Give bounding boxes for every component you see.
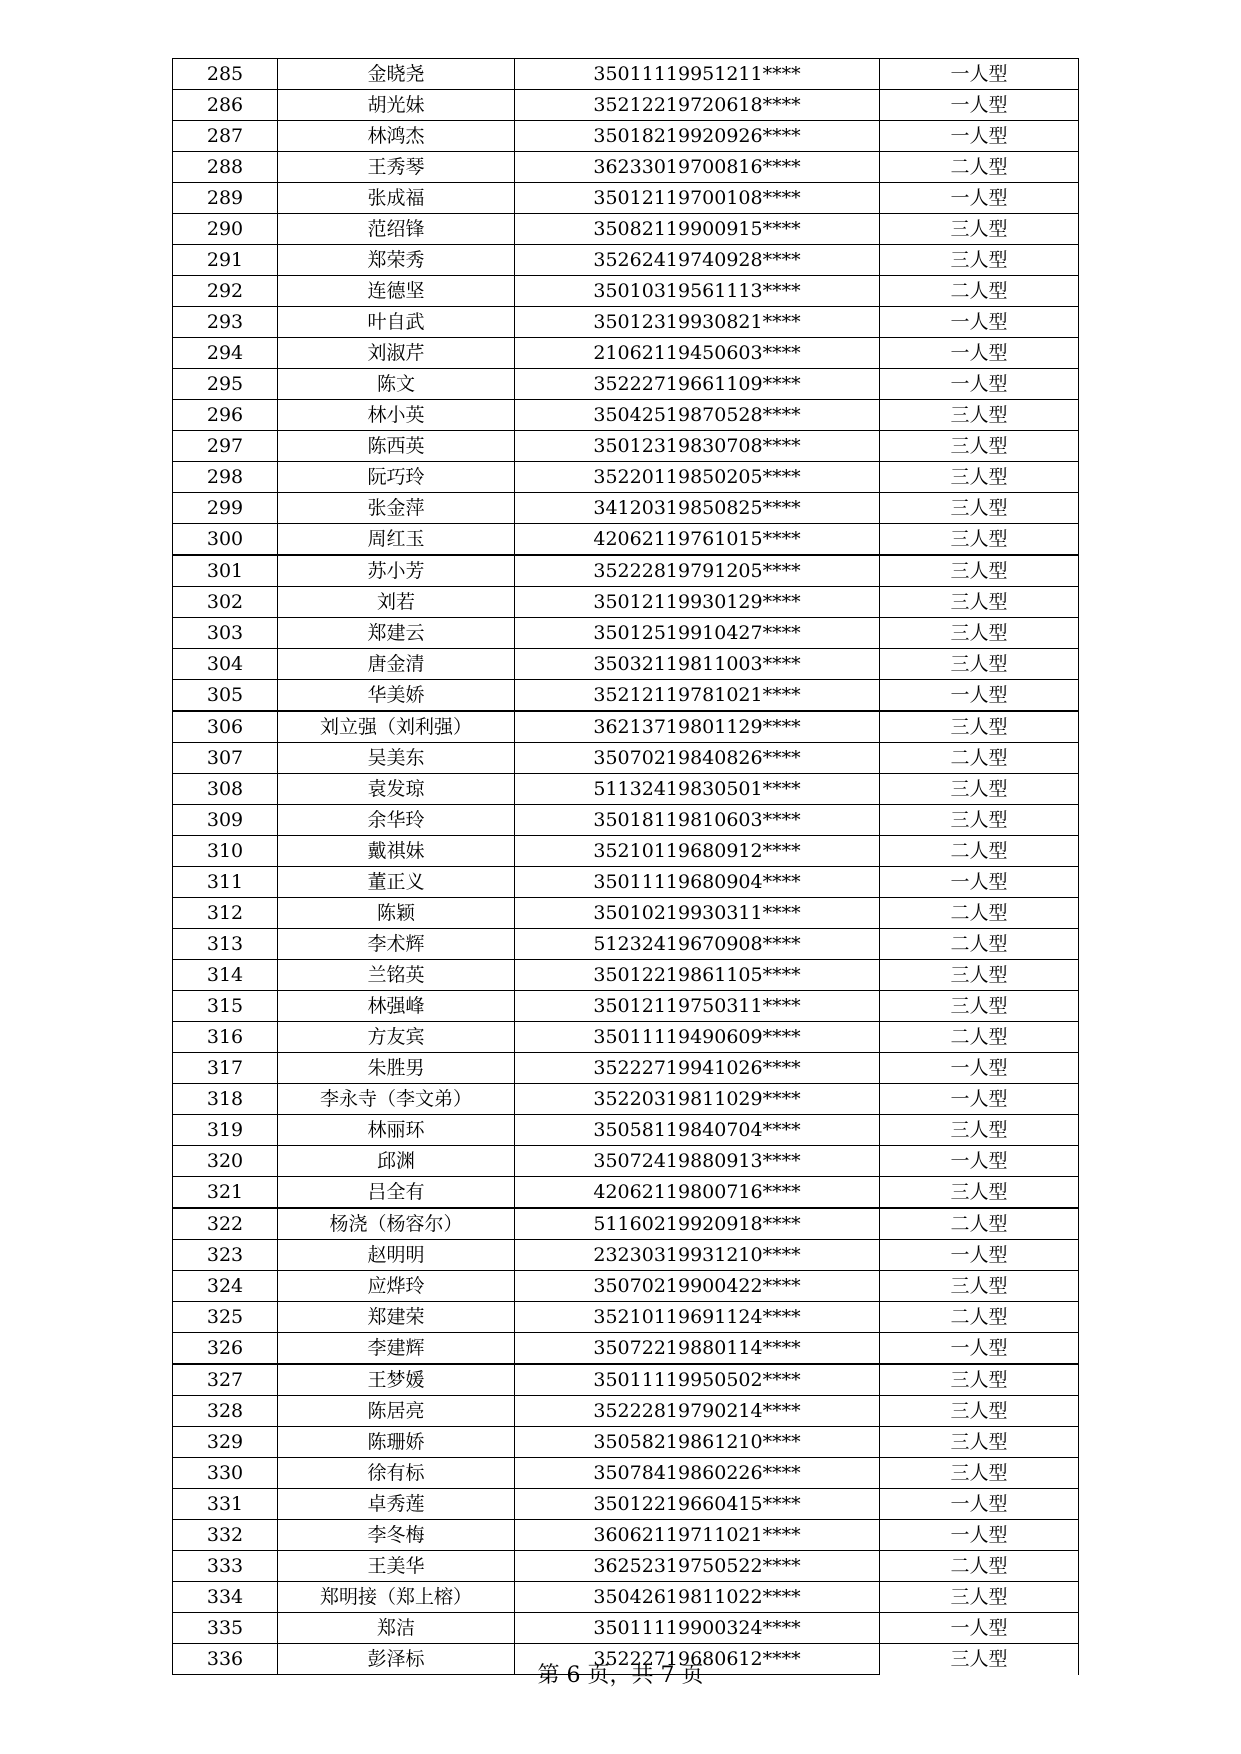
name-cell: 吕全有 xyxy=(278,1177,515,1209)
household-type-cell: 三人型 xyxy=(880,1427,1079,1458)
household-type-cell: 一人型 xyxy=(880,867,1079,898)
name-cell: 林小英 xyxy=(278,400,515,431)
name-cell: 吴美东 xyxy=(278,743,515,774)
name-cell: 陈居亮 xyxy=(278,1396,515,1427)
household-type-cell: 三人型 xyxy=(880,1115,1079,1146)
table-row xyxy=(173,524,1079,556)
id-number-cell: 51132419830501**** xyxy=(515,774,880,805)
id-number-cell: 35018119810603**** xyxy=(515,805,880,836)
household-type-cell: 三人型 xyxy=(880,431,1079,462)
row-number-cell: 308 xyxy=(173,774,278,805)
id-number-cell: 35222719661109**** xyxy=(515,369,880,400)
name-cell: 李术辉 xyxy=(278,929,515,960)
household-type-cell: 三人型 xyxy=(880,1364,1079,1396)
household-type-cell: 三人型 xyxy=(880,524,1079,556)
household-type-cell: 一人型 xyxy=(880,1146,1079,1177)
name-cell: 林强峰 xyxy=(278,991,515,1022)
row-number-cell: 290 xyxy=(173,214,278,245)
household-type-cell: 三人型 xyxy=(880,1582,1079,1613)
id-number-cell: 35072419880913**** xyxy=(515,1146,880,1177)
name-cell: 刘立强（刘利强） xyxy=(278,711,515,743)
id-number-cell: 35012119930129**** xyxy=(515,587,880,618)
row-number-cell: 301 xyxy=(173,555,278,587)
row-number-cell: 335 xyxy=(173,1613,278,1644)
name-cell: 彭泽标 xyxy=(278,1644,515,1675)
table-row xyxy=(173,1240,1079,1271)
household-type-cell: 二人型 xyxy=(880,276,1079,307)
row-number-cell: 297 xyxy=(173,431,278,462)
name-cell: 董正义 xyxy=(278,867,515,898)
name-cell: 周红玉 xyxy=(278,524,515,556)
id-number-cell: 35070219840826**** xyxy=(515,743,880,774)
household-type-cell: 一人型 xyxy=(880,1084,1079,1115)
row-number-cell: 309 xyxy=(173,805,278,836)
row-number-cell: 305 xyxy=(173,680,278,712)
name-cell: 郑洁 xyxy=(278,1613,515,1644)
name-cell: 方友宾 xyxy=(278,1022,515,1053)
id-number-cell: 35012219660415**** xyxy=(515,1489,880,1520)
id-number-cell: 35082119900915**** xyxy=(515,214,880,245)
name-cell: 郑建云 xyxy=(278,618,515,649)
id-number-cell: 35222719941026**** xyxy=(515,1053,880,1084)
id-number-cell: 35011119951211**** xyxy=(515,59,880,90)
table-row xyxy=(173,960,1079,991)
household-type-cell: 一人型 xyxy=(880,90,1079,121)
id-number-cell: 35058119840704**** xyxy=(515,1115,880,1146)
name-cell: 苏小芳 xyxy=(278,555,515,587)
household-type-cell: 一人型 xyxy=(880,1333,1079,1365)
id-number-cell: 35220319811029**** xyxy=(515,1084,880,1115)
row-number-cell: 314 xyxy=(173,960,278,991)
page-footer: 第 6 页，共 7 页 xyxy=(537,1663,704,1688)
name-cell: 范绍锋 xyxy=(278,214,515,245)
household-type-cell: 一人型 xyxy=(880,1240,1079,1271)
row-number-cell: 285 xyxy=(173,59,278,90)
id-number-cell: 35220119850205**** xyxy=(515,462,880,493)
row-number-cell: 315 xyxy=(173,991,278,1022)
row-number-cell: 286 xyxy=(173,90,278,121)
name-cell: 华美娇 xyxy=(278,680,515,712)
household-type-cell: 二人型 xyxy=(880,898,1079,929)
id-number-cell: 35222719680612**** xyxy=(515,1644,880,1675)
id-number-cell: 35058219861210**** xyxy=(515,1427,880,1458)
id-number-cell: 35072219880114**** xyxy=(515,1333,880,1365)
household-type-cell: 一人型 xyxy=(880,59,1079,90)
table-row xyxy=(173,587,1079,618)
name-cell: 郑明接（郑上榕） xyxy=(278,1582,515,1613)
household-type-cell: 三人型 xyxy=(880,214,1079,245)
name-cell: 邱渊 xyxy=(278,1146,515,1177)
table-row xyxy=(173,1489,1079,1520)
table-row xyxy=(173,836,1079,867)
id-number-cell: 35018219920926**** xyxy=(515,121,880,152)
id-number-cell: 35011119900324**** xyxy=(515,1613,880,1644)
name-cell: 袁发琼 xyxy=(278,774,515,805)
id-number-cell: 35012319830708**** xyxy=(515,431,880,462)
row-number-cell: 296 xyxy=(173,400,278,431)
row-number-cell: 292 xyxy=(173,276,278,307)
id-number-cell: 23230319931210**** xyxy=(515,1240,880,1271)
name-cell: 李冬梅 xyxy=(278,1520,515,1551)
row-number-cell: 300 xyxy=(173,524,278,556)
table-row xyxy=(173,555,1079,587)
name-cell: 赵明明 xyxy=(278,1240,515,1271)
row-number-cell: 299 xyxy=(173,493,278,524)
row-number-cell: 291 xyxy=(173,245,278,276)
row-number-cell: 325 xyxy=(173,1302,278,1333)
table-row xyxy=(173,1582,1079,1613)
name-cell: 连德坚 xyxy=(278,276,515,307)
id-number-cell: 35010319561113**** xyxy=(515,276,880,307)
table-row xyxy=(173,245,1079,276)
table-row xyxy=(173,805,1079,836)
household-type-cell: 三人型 xyxy=(880,587,1079,618)
name-cell: 陈文 xyxy=(278,369,515,400)
id-number-cell: 35012119750311**** xyxy=(515,991,880,1022)
household-table xyxy=(172,58,1079,1675)
id-number-cell: 35032119811003**** xyxy=(515,649,880,680)
table-row xyxy=(173,1084,1079,1115)
id-number-cell: 35011119680904**** xyxy=(515,867,880,898)
table-row xyxy=(173,1520,1079,1551)
household-type-cell: 一人型 xyxy=(880,338,1079,369)
table-row xyxy=(173,1333,1079,1365)
household-type-cell: 一人型 xyxy=(880,307,1079,338)
name-cell: 李建辉 xyxy=(278,1333,515,1365)
name-cell: 朱胜男 xyxy=(278,1053,515,1084)
household-type-cell: 一人型 xyxy=(880,680,1079,712)
table-row xyxy=(173,991,1079,1022)
name-cell: 叶自武 xyxy=(278,307,515,338)
id-number-cell: 35011119950502**** xyxy=(515,1364,880,1396)
row-number-cell: 287 xyxy=(173,121,278,152)
table-row xyxy=(173,743,1079,774)
name-cell: 刘若 xyxy=(278,587,515,618)
name-cell: 胡光妹 xyxy=(278,90,515,121)
household-type-cell: 一人型 xyxy=(880,1053,1079,1084)
id-number-cell: 34120319850825**** xyxy=(515,493,880,524)
household-type-cell: 一人型 xyxy=(880,369,1079,400)
name-cell: 陈珊娇 xyxy=(278,1427,515,1458)
table-row xyxy=(173,152,1079,183)
household-type-cell: 三人型 xyxy=(880,493,1079,524)
name-cell: 杨浇（杨容尔） xyxy=(278,1208,515,1240)
household-type-cell: 二人型 xyxy=(880,1302,1079,1333)
row-number-cell: 317 xyxy=(173,1053,278,1084)
id-number-cell: 35011119490609**** xyxy=(515,1022,880,1053)
table-row xyxy=(173,493,1079,524)
id-number-cell: 36252319750522**** xyxy=(515,1551,880,1582)
id-number-cell: 35210119680912**** xyxy=(515,836,880,867)
id-number-cell: 36233019700816**** xyxy=(515,152,880,183)
household-type-cell: 三人型 xyxy=(880,555,1079,587)
table-row xyxy=(173,400,1079,431)
name-cell: 刘淑芹 xyxy=(278,338,515,369)
table-body xyxy=(173,59,1079,1675)
table-row xyxy=(173,338,1079,369)
id-number-cell: 35212219720618**** xyxy=(515,90,880,121)
row-number-cell: 311 xyxy=(173,867,278,898)
table-row xyxy=(173,1146,1079,1177)
row-number-cell: 302 xyxy=(173,587,278,618)
row-number-cell: 313 xyxy=(173,929,278,960)
table-row xyxy=(173,214,1079,245)
table-row xyxy=(173,1613,1079,1644)
name-cell: 陈颖 xyxy=(278,898,515,929)
id-number-cell: 35012119700108**** xyxy=(515,183,880,214)
household-type-cell: 一人型 xyxy=(880,121,1079,152)
name-cell: 金晓尧 xyxy=(278,59,515,90)
row-number-cell: 336 xyxy=(173,1644,278,1675)
name-cell: 唐金清 xyxy=(278,649,515,680)
table-row xyxy=(173,1208,1079,1240)
name-cell: 郑建荣 xyxy=(278,1302,515,1333)
table-row xyxy=(173,1427,1079,1458)
id-number-cell: 35012219861105**** xyxy=(515,960,880,991)
table-row xyxy=(173,618,1079,649)
household-type-cell: 二人型 xyxy=(880,1208,1079,1240)
table-row xyxy=(173,774,1079,805)
household-type-cell: 三人型 xyxy=(880,400,1079,431)
table-row xyxy=(173,898,1079,929)
row-number-cell: 327 xyxy=(173,1364,278,1396)
row-number-cell: 310 xyxy=(173,836,278,867)
row-number-cell: 326 xyxy=(173,1333,278,1365)
row-number-cell: 293 xyxy=(173,307,278,338)
household-type-cell: 三人型 xyxy=(880,711,1079,743)
id-number-cell: 35042619811022**** xyxy=(515,1582,880,1613)
household-type-cell: 二人型 xyxy=(880,1551,1079,1582)
household-type-cell: 三人型 xyxy=(880,618,1079,649)
name-cell: 王秀琴 xyxy=(278,152,515,183)
id-number-cell: 35012519910427**** xyxy=(515,618,880,649)
table-row xyxy=(173,1396,1079,1427)
name-cell: 张金萍 xyxy=(278,493,515,524)
row-number-cell: 319 xyxy=(173,1115,278,1146)
name-cell: 林鸿杰 xyxy=(278,121,515,152)
household-type-cell: 三人型 xyxy=(880,649,1079,680)
row-number-cell: 331 xyxy=(173,1489,278,1520)
table-row xyxy=(173,1302,1079,1333)
household-type-cell: 一人型 xyxy=(880,1613,1079,1644)
row-number-cell: 320 xyxy=(173,1146,278,1177)
row-number-cell: 322 xyxy=(173,1208,278,1240)
table-row xyxy=(173,929,1079,960)
table-row xyxy=(173,1022,1079,1053)
id-number-cell: 35210119691124**** xyxy=(515,1302,880,1333)
name-cell: 戴祺妹 xyxy=(278,836,515,867)
row-number-cell: 312 xyxy=(173,898,278,929)
household-type-cell: 二人型 xyxy=(880,836,1079,867)
table-row xyxy=(173,1458,1079,1489)
name-cell: 李永寺（李文弟） xyxy=(278,1084,515,1115)
name-cell: 应烨玲 xyxy=(278,1271,515,1302)
table-row xyxy=(173,1115,1079,1146)
household-type-cell: 三人型 xyxy=(880,462,1079,493)
row-number-cell: 294 xyxy=(173,338,278,369)
row-number-cell: 306 xyxy=(173,711,278,743)
table-row xyxy=(173,1177,1079,1209)
table-row xyxy=(173,369,1079,400)
row-number-cell: 303 xyxy=(173,618,278,649)
household-type-cell: 二人型 xyxy=(880,929,1079,960)
row-number-cell: 298 xyxy=(173,462,278,493)
household-type-cell: 三人型 xyxy=(880,991,1079,1022)
household-type-cell: 一人型 xyxy=(880,183,1079,214)
household-type-cell: 二人型 xyxy=(880,743,1079,774)
household-type-cell: 一人型 xyxy=(880,1489,1079,1520)
id-number-cell: 35262419740928**** xyxy=(515,245,880,276)
row-number-cell: 289 xyxy=(173,183,278,214)
name-cell: 张成福 xyxy=(278,183,515,214)
row-number-cell: 329 xyxy=(173,1427,278,1458)
row-number-cell: 316 xyxy=(173,1022,278,1053)
household-type-cell: 三人型 xyxy=(880,1396,1079,1427)
id-number-cell: 51160219920918**** xyxy=(515,1208,880,1240)
household-type-cell: 三人型 xyxy=(880,245,1079,276)
id-number-cell: 42062119761015**** xyxy=(515,524,880,556)
table-row xyxy=(173,121,1079,152)
household-type-cell: 三人型 xyxy=(880,1458,1079,1489)
name-cell: 阮巧玲 xyxy=(278,462,515,493)
row-number-cell: 323 xyxy=(173,1240,278,1271)
table-row xyxy=(173,867,1079,898)
table-row xyxy=(173,307,1079,338)
name-cell: 郑荣秀 xyxy=(278,245,515,276)
row-number-cell: 304 xyxy=(173,649,278,680)
name-cell: 卓秀莲 xyxy=(278,1489,515,1520)
household-type-cell: 三人型 xyxy=(880,1271,1079,1302)
table-row xyxy=(173,462,1079,493)
table-row xyxy=(173,1271,1079,1302)
id-number-cell: 35212119781021**** xyxy=(515,680,880,712)
id-number-cell: 35012319930821**** xyxy=(515,307,880,338)
table-row xyxy=(173,1551,1079,1582)
row-number-cell: 288 xyxy=(173,152,278,183)
id-number-cell: 42062119800716**** xyxy=(515,1177,880,1209)
table-row xyxy=(173,431,1079,462)
household-type-cell: 一人型 xyxy=(880,1520,1079,1551)
household-type-cell: 二人型 xyxy=(880,152,1079,183)
row-number-cell: 295 xyxy=(173,369,278,400)
id-number-cell: 36062119711021**** xyxy=(515,1520,880,1551)
name-cell: 徐有标 xyxy=(278,1458,515,1489)
table-row xyxy=(173,90,1079,121)
household-type-cell: 三人型 xyxy=(880,1644,1079,1675)
table-row xyxy=(173,1364,1079,1396)
row-number-cell: 333 xyxy=(173,1551,278,1582)
name-cell: 兰铭英 xyxy=(278,960,515,991)
household-type-cell: 三人型 xyxy=(880,774,1079,805)
row-number-cell: 328 xyxy=(173,1396,278,1427)
id-number-cell: 35042519870528**** xyxy=(515,400,880,431)
row-number-cell: 334 xyxy=(173,1582,278,1613)
id-number-cell: 51232419670908**** xyxy=(515,929,880,960)
name-cell: 王美华 xyxy=(278,1551,515,1582)
row-number-cell: 324 xyxy=(173,1271,278,1302)
table-row xyxy=(173,276,1079,307)
table-row xyxy=(173,680,1079,712)
id-number-cell: 35222819791205**** xyxy=(515,555,880,587)
table-row xyxy=(173,1053,1079,1084)
name-cell: 王梦媛 xyxy=(278,1364,515,1396)
id-number-cell: 35010219930311**** xyxy=(515,898,880,929)
row-number-cell: 321 xyxy=(173,1177,278,1209)
table-row xyxy=(173,711,1079,743)
name-cell: 陈西英 xyxy=(278,431,515,462)
id-number-cell: 36213719801129**** xyxy=(515,711,880,743)
id-number-cell: 35222819790214**** xyxy=(515,1396,880,1427)
row-number-cell: 332 xyxy=(173,1520,278,1551)
row-number-cell: 307 xyxy=(173,743,278,774)
name-cell: 余华玲 xyxy=(278,805,515,836)
household-type-cell: 三人型 xyxy=(880,805,1079,836)
id-number-cell: 21062119450603**** xyxy=(515,338,880,369)
id-number-cell: 35070219900422**** xyxy=(515,1271,880,1302)
row-number-cell: 318 xyxy=(173,1084,278,1115)
table-row xyxy=(173,59,1079,90)
household-type-cell: 三人型 xyxy=(880,1177,1079,1209)
table-row xyxy=(173,649,1079,680)
household-type-cell: 二人型 xyxy=(880,1022,1079,1053)
table-row xyxy=(173,183,1079,214)
id-number-cell: 35078419860226**** xyxy=(515,1458,880,1489)
row-number-cell: 330 xyxy=(173,1458,278,1489)
name-cell: 林丽环 xyxy=(278,1115,515,1146)
household-type-cell: 三人型 xyxy=(880,960,1079,991)
